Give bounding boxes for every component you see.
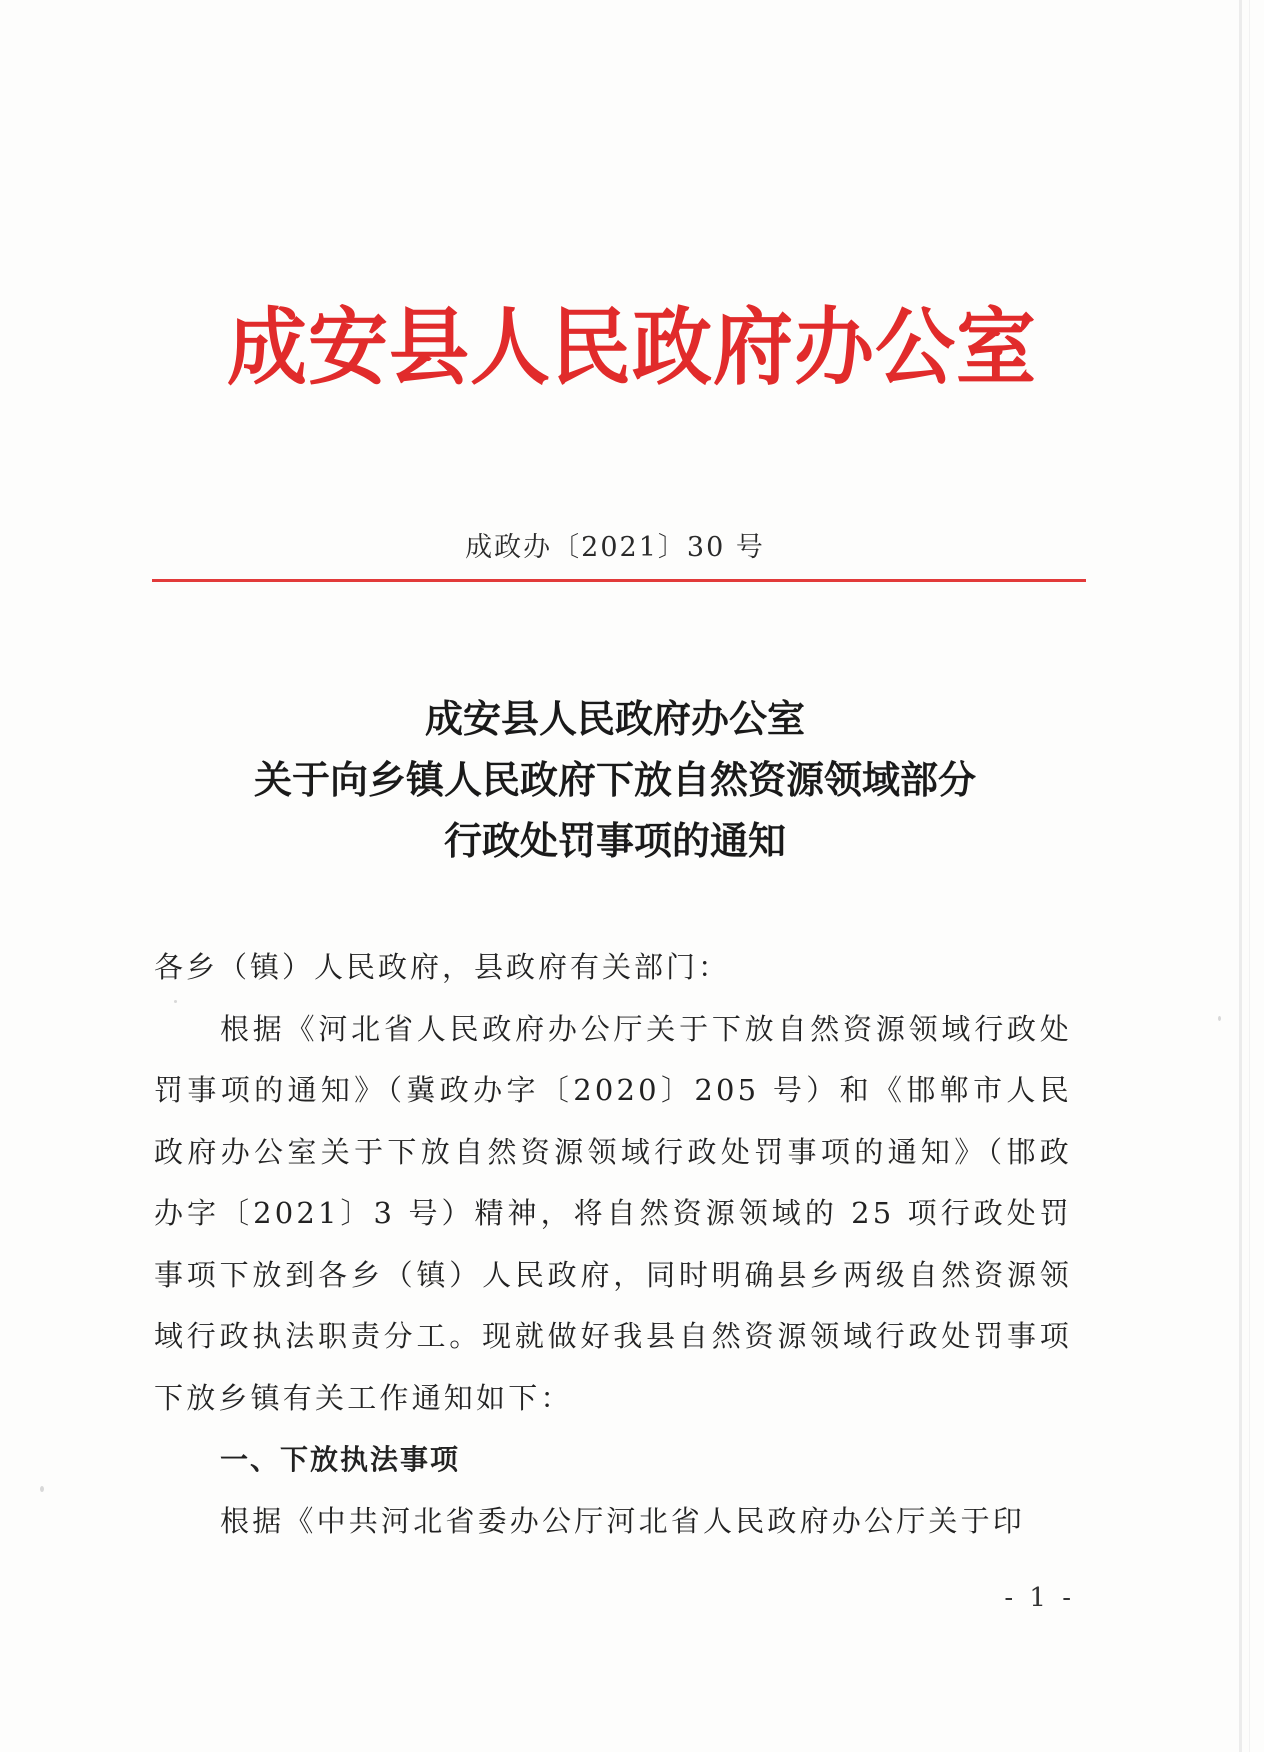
body-paragraph-1: 根据《河北省人民政府办公厅关于下放自然资源领域行政处罚事项的通知》（冀政办字〔2020〕205 号）和《邯郸市人民政府办公室关于下放自然资源领域行政处罚事项的通知》（邯政办字〔2021〕3 号）精神，将自然资源领域的 25 项行政处罚事项下放到各乡（镇）人民政府，同时明确县乡两级自然资源领域行政执法职责分工。现就做好我县自然资源领域行政处罚事项下放乡镇有关工作通知如下： — [154, 1011, 1072, 1415]
document-number: 成政办〔2021〕30 号 — [465, 532, 765, 563]
salutation: 各乡（镇）人民政府，县政府有关部门： — [154, 950, 731, 984]
page-number: - 1 - — [1004, 1583, 1075, 1613]
scan-speck — [40, 1486, 44, 1492]
document-body — [154, 937, 1072, 1552]
section-heading-1: 一、下放执法事项 — [220, 1443, 461, 1476]
scan-edge-line — [1249, 0, 1250, 1752]
title-line-1: 成安县人民政府办公室 — [424, 696, 805, 741]
scan-speck — [1218, 1016, 1221, 1021]
title-line-3: 行政处罚事项的通知 — [443, 818, 786, 863]
title-line-2: 关于向乡镇人民政府下放自然资源领域部分 — [253, 757, 976, 802]
letterhead-issuer: 成安县人民政府办公室 — [227, 298, 1037, 397]
scan-edge-shadow — [1239, 0, 1242, 1752]
letterhead-red-rule — [152, 579, 1086, 582]
document-title — [150, 688, 1080, 871]
body-paragraph-2: 根据《中共河北省委办公厅河北省人民政府办公厅关于印 — [220, 1503, 1026, 1538]
